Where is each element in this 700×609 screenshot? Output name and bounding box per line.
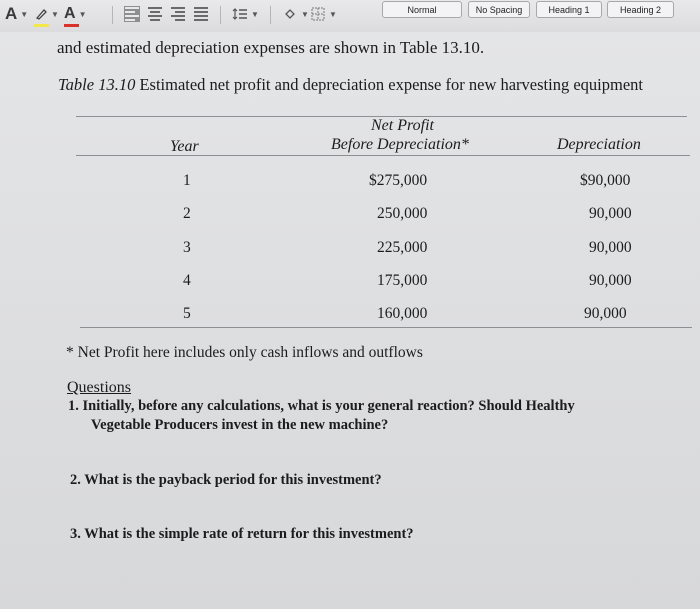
cell-depreciation: 90,000 <box>589 272 632 289</box>
highlighter-icon <box>34 7 48 21</box>
align-center-button[interactable] <box>147 4 163 24</box>
borders-button[interactable] <box>310 4 337 24</box>
table-bottom-rule <box>80 327 692 328</box>
borders-icon <box>310 6 326 22</box>
cell-year: 2 <box>183 205 191 222</box>
cell-year: 3 <box>183 239 191 256</box>
intro-paragraph: and estimated depreciation expenses are shown in Table 13.10. <box>57 38 485 57</box>
questions-heading: Questions <box>67 379 131 396</box>
toolbar-separator <box>220 6 221 24</box>
chevron-down-icon: ▼ <box>301 9 309 19</box>
table-caption-text: Estimated net profit and depreciation expense for new harvesting equipment <box>139 75 643 94</box>
table-header-rule <box>76 155 690 156</box>
justify-icon <box>193 6 209 22</box>
header-net-profit: Net Profit <box>371 117 434 134</box>
table-caption-label: Table 13.10 <box>58 75 136 94</box>
question-3: 3. What is the simple rate of return for this investment? <box>70 526 414 542</box>
font-color-swatch <box>64 24 79 27</box>
font-color-icon: A <box>64 5 76 22</box>
formatting-toolbar <box>0 0 700 32</box>
chevron-down-icon: ▼ <box>251 9 259 19</box>
align-left-icon <box>124 6 140 22</box>
cell-depreciation: 90,000 <box>584 305 627 322</box>
align-right-button[interactable] <box>170 4 186 24</box>
shading-button[interactable] <box>282 4 309 24</box>
align-center-icon <box>147 6 163 22</box>
cell-net-profit: 250,000 <box>377 205 428 222</box>
text-effects-button[interactable] <box>5 4 28 24</box>
header-before-depreciation: Before Depreciation* <box>331 136 469 153</box>
justify-button[interactable] <box>193 4 209 24</box>
text-effects-icon: A <box>5 4 18 23</box>
cell-depreciation: 90,000 <box>589 205 632 222</box>
style-no-spacing[interactable]: No Spacing <box>468 1 530 18</box>
cell-year: 1 <box>183 172 191 189</box>
question-2: 2. What is the payback period for this investment? <box>70 472 382 488</box>
header-depreciation: Depreciation <box>557 136 641 153</box>
cell-year: 4 <box>183 272 191 289</box>
chevron-down-icon: ▼ <box>78 9 87 19</box>
chevron-down-icon: ▼ <box>51 9 59 19</box>
cell-net-profit: 175,000 <box>377 272 428 289</box>
line-spacing-button[interactable] <box>232 4 259 24</box>
cell-net-profit: 225,000 <box>377 239 428 256</box>
style-normal[interactable]: Normal <box>382 1 462 18</box>
question-1-line-1: 1. Initially, before any calculations, what is your general reaction? Should Healthy <box>68 398 575 414</box>
table-caption <box>58 75 643 95</box>
cell-net-profit: $275,000 <box>369 172 428 189</box>
chevron-down-icon: ▼ <box>329 9 337 19</box>
cell-depreciation: $90,000 <box>580 172 631 189</box>
toolbar-separator <box>112 6 113 24</box>
style-heading-2[interactable]: Heading 2 <box>607 1 674 18</box>
cell-depreciation: 90,000 <box>589 239 632 256</box>
highlight-color-button[interactable] <box>34 4 59 24</box>
paint-bucket-icon <box>282 6 298 22</box>
chevron-down-icon: ▼ <box>20 9 29 19</box>
align-left-button[interactable] <box>124 4 140 24</box>
toolbar-separator <box>270 6 271 24</box>
question-1-line-2: Vegetable Producers invest in the new machine? <box>91 417 389 433</box>
highlight-color-swatch <box>34 24 49 27</box>
line-spacing-icon <box>232 6 248 22</box>
footnote: * Net Profit here includes only cash inflows and outflows <box>66 344 423 361</box>
style-heading-1[interactable]: Heading 1 <box>536 1 602 18</box>
align-right-icon <box>170 6 186 22</box>
cell-year: 5 <box>183 305 191 322</box>
header-year: Year <box>170 138 199 155</box>
document-page[interactable] <box>0 32 700 609</box>
cell-net-profit: 160,000 <box>377 305 428 322</box>
font-color-button[interactable] <box>64 4 86 24</box>
